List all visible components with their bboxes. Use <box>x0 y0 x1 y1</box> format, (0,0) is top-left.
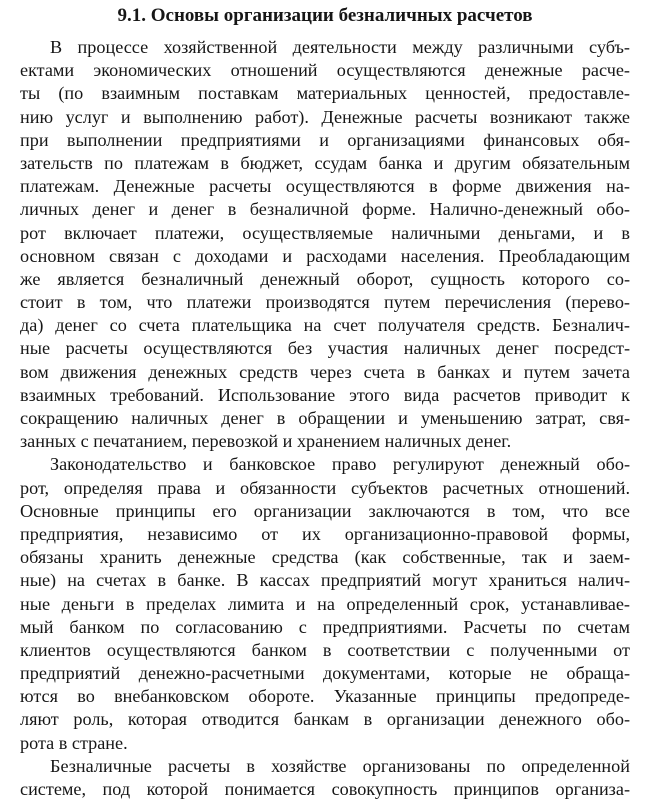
text-line: системе, под которой понимается совокупность принципов организа- <box>20 779 630 799</box>
text-line: ются во внебанковском обороте. Указанные принципы предопреде- <box>20 686 630 707</box>
text-line: личных денег и денег в безналичной форме. Налично-денежный обо- <box>20 199 630 220</box>
text-line: мый банком по согласованию с предприятиями. Расчеты по счетам <box>20 616 630 637</box>
text-line: предприятия, независимо от их организационно-правовой формы, <box>20 523 630 544</box>
text-line: ные) на счетах в банке. В кассах предприятий могут храниться налич- <box>20 570 630 591</box>
text-line: занных с печатанием, перевозкой и хранением наличных денег. <box>20 431 512 452</box>
body-text <box>20 36 630 801</box>
text-line: предприятий денежно-расчетными документами, которые не обраща- <box>20 663 630 684</box>
text-line: взаимных требований. Использование этого вида расчетов приводит к <box>20 384 630 405</box>
text-line: ляют роль, которая отводится банкам в организации денежного обо- <box>20 709 630 730</box>
text-line: да) денег со счета плательщика на счет получателя средств. Безналич- <box>20 315 630 336</box>
text-line: же является безналичный денежный оборот, сущность которого со- <box>20 268 630 289</box>
paragraph <box>20 453 630 754</box>
text-line: рота в стране. <box>20 732 128 753</box>
text-line: сокращению наличных денег в обращении и уменьшению затрат, свя- <box>20 408 630 428</box>
text-line: ектами экономических отношений осуществляются денежные расче- <box>20 60 630 81</box>
text-line: вом движения денежных средств через счета в банках и путем зачета <box>20 361 630 382</box>
text-line: при выполнении предприятиями и организациями финансовых обя- <box>20 129 630 150</box>
text-line: обязаны хранить денежные средства (как собственные, так и заем- <box>20 547 630 568</box>
text-line: ные расчеты осуществляются без участия наличных денег посредст- <box>20 338 630 359</box>
text-line: В процессе хозяйственной деятельности между различными субъ- <box>50 37 630 57</box>
text-line: ные деньги в пределах лимита и на определенный срок, устанавливае- <box>20 593 630 614</box>
text-line: рот включает платежи, осуществляемые наличными деньгами, и в <box>20 222 630 243</box>
text-line: ты (по взаимным поставкам материальных ценностей, предоставле- <box>20 83 630 104</box>
text-line: зательств по платежам в бюджет, ссудам банка и другим обязательным <box>20 152 630 173</box>
text-line: стоит в том, что платежи производятся путем перечисления (перево- <box>20 292 630 313</box>
paragraph <box>20 36 630 453</box>
document-page <box>20 0 630 799</box>
text-line: Безналичные расчеты в хозяйстве организованы по определенной <box>50 755 630 776</box>
text-line: рот, определяя права и обязанности субъектов расчетных отношений. <box>20 477 630 498</box>
text-line: нию услуг и выполнению работ). Денежные расчеты возникают также <box>20 106 630 127</box>
paragraph <box>20 755 630 801</box>
text-line: основном связан с доходами и расходами населения. Преобладающим <box>20 245 630 266</box>
text-line: Основные принципы его организации заключаются в том, что все <box>20 500 630 521</box>
section-heading: 9.1. Основы организации безналичных расчетов <box>117 5 533 26</box>
text-line: Законодательство и банковское право регулируют денежный обо- <box>50 454 630 475</box>
text-line: клиентов осуществляются банком в соответствии с полученными от <box>20 639 630 660</box>
text-line: платежам. Денежные расчеты осуществляются в форме движения на- <box>20 176 630 197</box>
